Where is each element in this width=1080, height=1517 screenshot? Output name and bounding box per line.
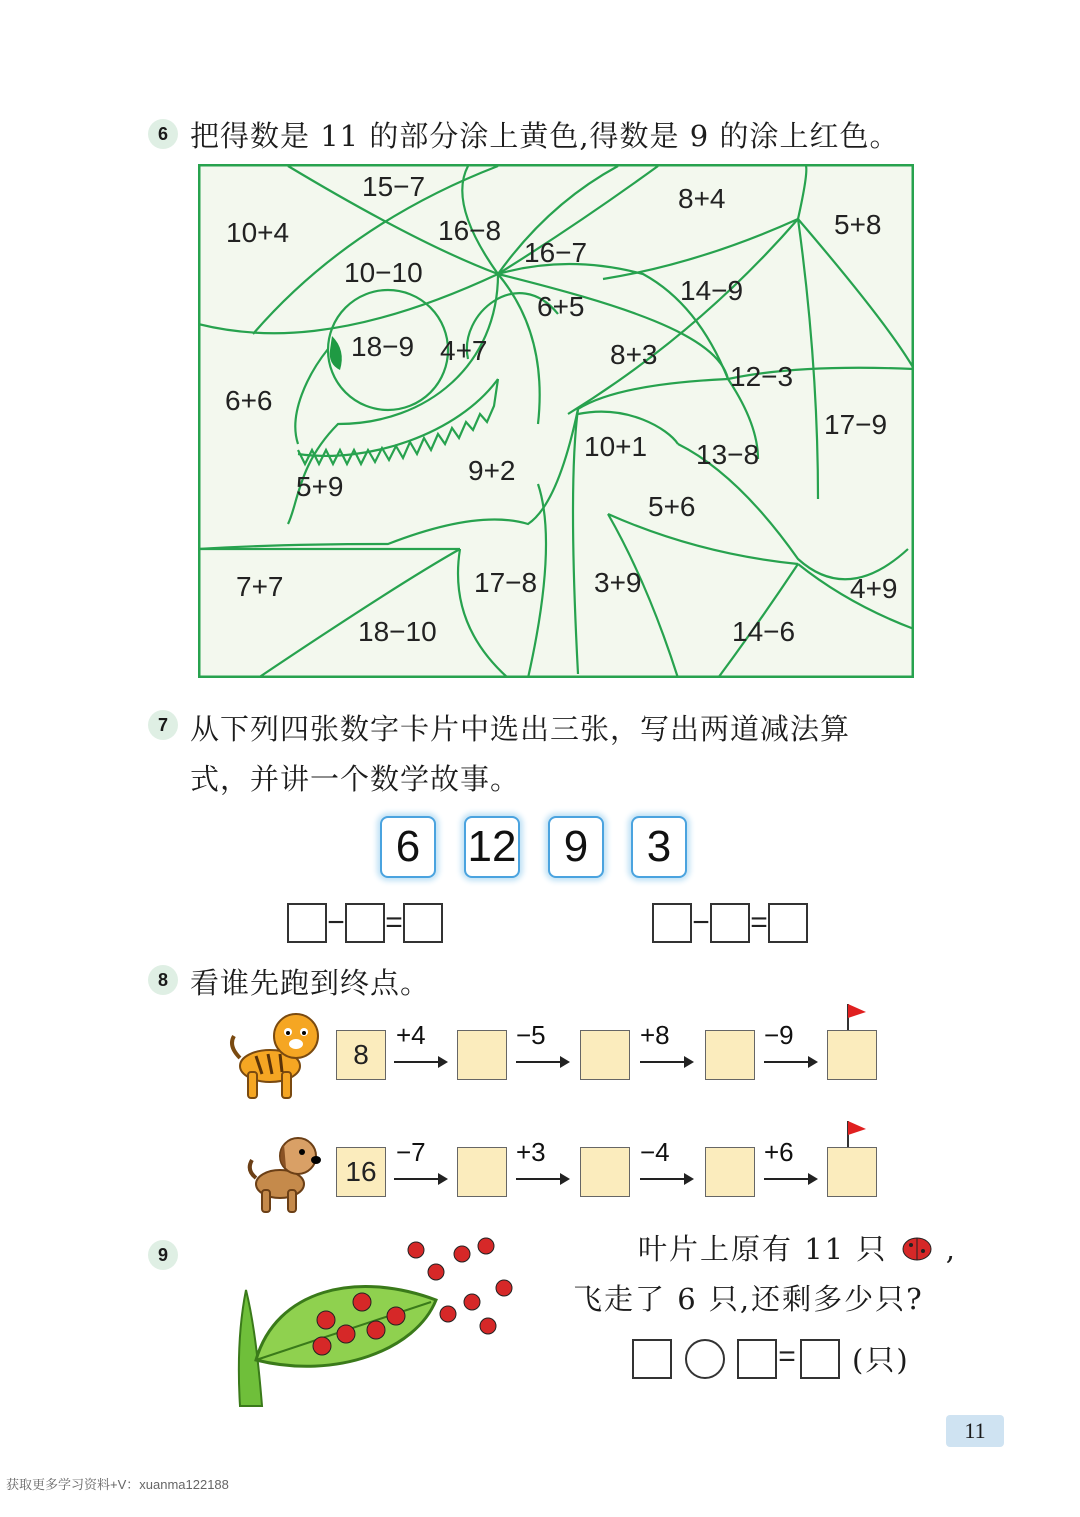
tiger-answer-box-3[interactable] [705,1030,755,1080]
number-card-1: 6 [380,816,436,878]
puzzle-expression[interactable]: 14−9 [680,275,744,306]
tiger-icon [226,1006,322,1102]
puzzle-expression[interactable]: 12−3 [730,361,794,392]
number-card-3: 9 [548,816,604,878]
question-number-9: 9 [148,1240,178,1270]
puzzle-expression[interactable]: 3+9 [594,567,642,598]
page-number: 11 [946,1415,1004,1447]
dog-op-3: −4 [640,1137,670,1167]
puzzle-expression[interactable]: 17−8 [474,567,538,598]
puzzle-expression[interactable]: 16−7 [524,237,588,268]
puzzle-expression[interactable]: 5+6 [648,491,696,522]
answer-box[interactable] [403,903,443,943]
puzzle-expression[interactable]: 8+4 [678,183,726,214]
answer-box[interactable] [345,903,385,943]
answer-box[interactable] [632,1339,672,1379]
answer-box[interactable] [737,1339,777,1379]
puzzle-expression[interactable]: 6+5 [537,291,585,322]
puzzle-expression[interactable]: 18−10 [358,616,437,647]
answer-box[interactable] [287,903,327,943]
number-card-4: 3 [631,816,687,878]
tiger-op-1: +4 [396,1020,426,1050]
answer-box[interactable] [652,903,692,943]
tiger-start-box: 8 [336,1030,386,1080]
dog-answer-box-1[interactable] [457,1147,507,1197]
finish-flag-icon [846,1119,870,1149]
watermark: 获取更多学习资料+V：xuanma122188 [6,1477,229,1492]
puzzle-expression[interactable]: 15−7 [362,171,426,202]
equals-sign: = [750,906,768,939]
question-9-text-line2: 飞走了 6 只,还剩多少只? [573,1282,924,1316]
arrow-icon [516,1178,568,1180]
minus-sign: − [327,906,345,939]
puzzle-expression[interactable]: 5+8 [834,209,882,240]
dog-op-4: +6 [764,1137,794,1167]
equals-sign: = [778,1340,796,1373]
tiger-answer-box-1[interactable] [457,1030,507,1080]
tiger-op-2: −5 [516,1020,546,1050]
question-7-text-line1: 从下列四张数字卡片中选出三张，写出两道减法算 [190,712,851,746]
question-number-6: 6 [148,119,178,149]
ladybug-icon [899,1235,935,1263]
question-9-comma: , [945,1232,957,1266]
arrow-icon [640,1061,692,1063]
puzzle-expression[interactable]: 6+6 [225,385,273,416]
dog-op-1: −7 [396,1137,426,1167]
question-number-7: 7 [148,710,178,740]
unit-label: (只) [852,1343,910,1377]
subtraction-equation-2 [652,903,808,943]
operator-circle[interactable] [684,1338,726,1380]
dog-answer-box-2[interactable] [580,1147,630,1197]
leaf-with-ladybugs-illustration [226,1230,536,1412]
tiger-answer-box-2[interactable] [580,1030,630,1080]
puzzle-expression[interactable]: 10+1 [584,431,648,462]
tiger-op-3: +8 [640,1020,670,1050]
arrow-icon [516,1061,568,1063]
arrow-icon [764,1178,816,1180]
question-9-text-line1 [638,1227,957,1268]
arrow-icon [394,1061,446,1063]
puzzle-expression[interactable]: 17−9 [824,409,888,440]
dog-finish-box[interactable] [827,1147,877,1197]
puzzle-expression[interactable]: 16−8 [438,215,502,246]
puzzle-expression[interactable]: 5+9 [296,471,344,502]
arrow-icon [764,1061,816,1063]
equals-sign: = [385,906,403,939]
tiger-op-4: −9 [764,1020,794,1050]
puzzle-expression[interactable]: 4+9 [850,573,898,604]
dog-icon [246,1130,326,1214]
answer-box[interactable] [800,1339,840,1379]
color-by-number-puzzle [198,164,914,678]
puzzle-expression[interactable]: 14−6 [732,616,796,647]
arrow-icon [394,1178,446,1180]
puzzle-expression[interactable]: 7+7 [236,571,284,602]
number-card-2: 12 [464,816,520,878]
tiger-finish-box[interactable] [827,1030,877,1080]
puzzle-expression[interactable]: 18−9 [351,331,415,362]
dog-op-2: +3 [516,1137,546,1167]
dog-start-box: 16 [336,1147,386,1197]
puzzle-expression[interactable]: 10+4 [226,217,290,248]
puzzle-expression[interactable]: 9+2 [468,455,516,486]
puzzle-expression[interactable]: 4+7 [440,335,488,366]
puzzle-expression[interactable]: 8+3 [610,339,658,370]
question-7-text-line2: 式，并讲一个数学故事。 [190,762,521,796]
minus-sign: − [692,906,710,939]
question-number-8: 8 [148,965,178,995]
answer-box[interactable] [768,903,808,943]
arrow-icon [640,1178,692,1180]
question-6-text: 把得数是 11 的部分涂上黄色,得数是 9 的涂上红色。 [190,119,900,153]
answer-box[interactable] [710,903,750,943]
puzzle-expression[interactable]: 13−8 [696,439,760,470]
finish-flag-icon [846,1002,870,1032]
puzzle-expression[interactable]: 10−10 [344,257,423,288]
subtraction-equation-1 [287,903,443,943]
dog-answer-box-3[interactable] [705,1147,755,1197]
question-9-text-line1-text: 叶片上原有 11 只 [638,1232,888,1266]
question-8-text: 看谁先跑到终点。 [190,966,431,1000]
